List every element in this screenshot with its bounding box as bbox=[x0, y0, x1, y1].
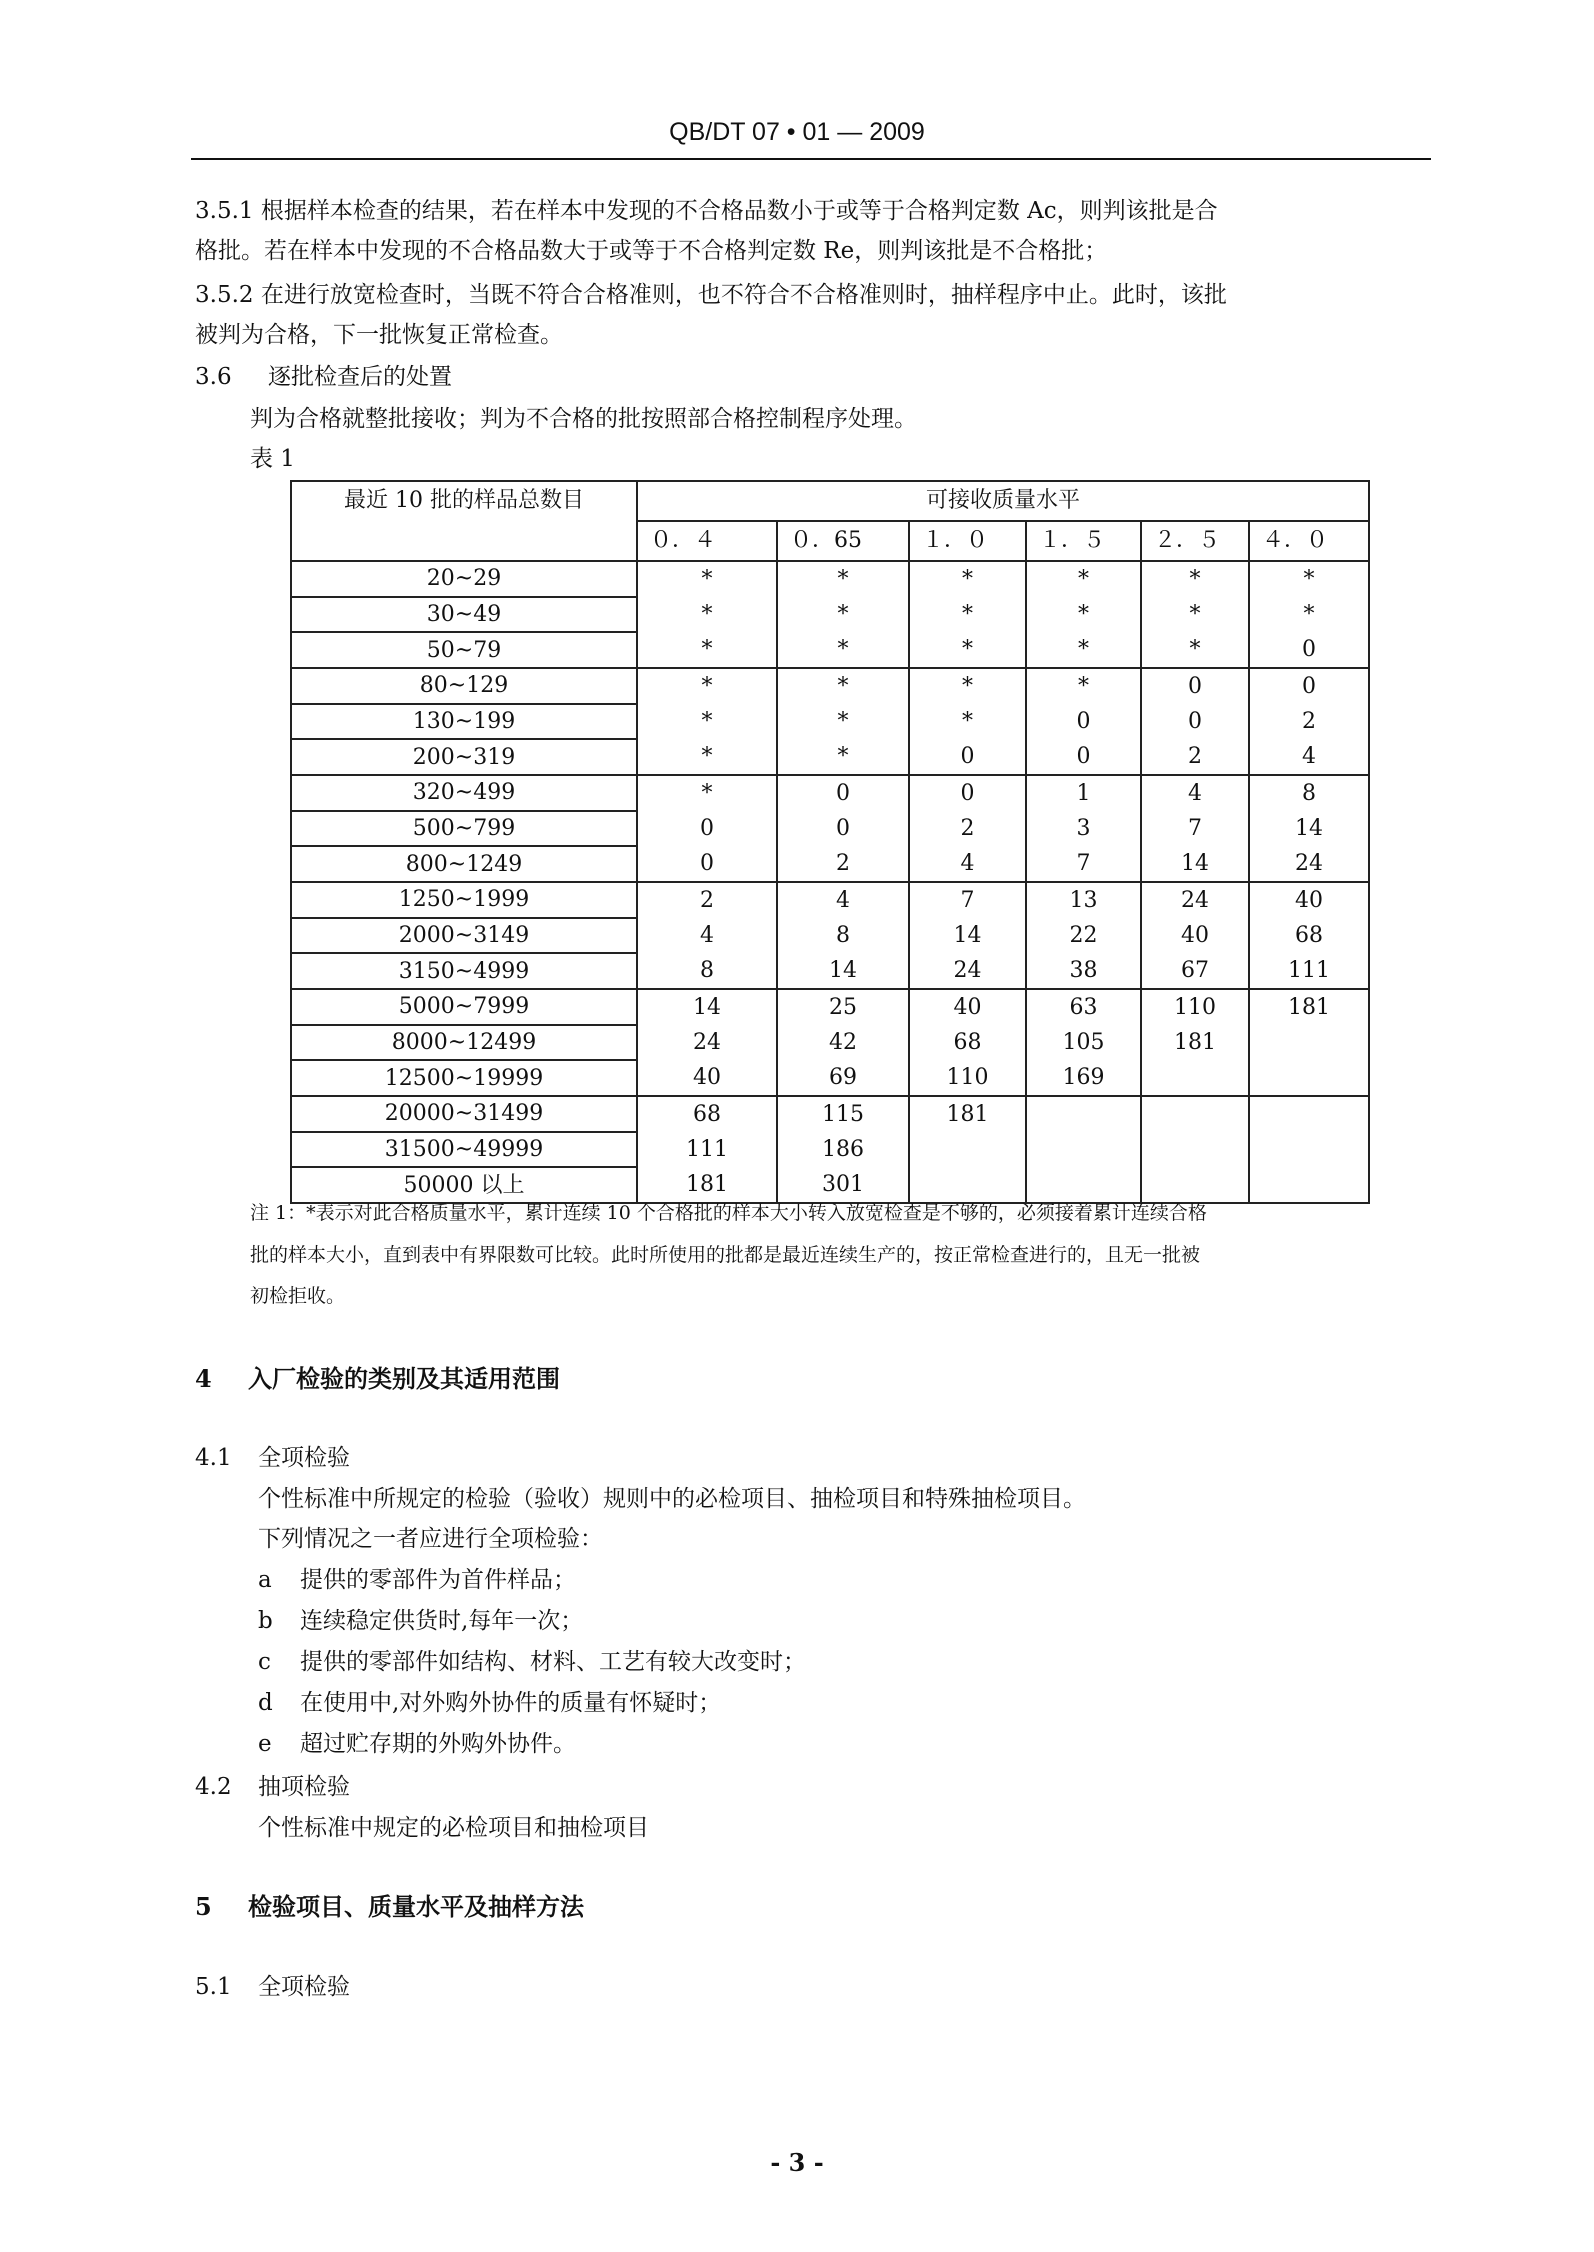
aql-value: 3 bbox=[1076, 816, 1091, 841]
aql-value: 0 bbox=[1188, 674, 1202, 699]
aql-value-group-cell bbox=[1026, 882, 1141, 989]
aql-value: * bbox=[1303, 567, 1315, 592]
aql-value: * bbox=[701, 567, 713, 592]
aql-value: 0 bbox=[700, 851, 714, 876]
list-item-marker: a bbox=[258, 1567, 272, 1593]
aql-value-group-cell bbox=[1249, 882, 1369, 989]
aql-value: 40 bbox=[953, 995, 982, 1020]
aql-value: 115 bbox=[822, 1102, 864, 1127]
aql-value: * bbox=[1078, 637, 1089, 662]
aql-value bbox=[1250, 1132, 1368, 1167]
aql-value bbox=[1250, 1060, 1368, 1095]
aql-value: 40 bbox=[1295, 888, 1323, 913]
aql-value-group-cell bbox=[1141, 1096, 1249, 1203]
aql-value-group-cell bbox=[637, 882, 777, 989]
sample-range-cell: 20~29 bbox=[291, 561, 637, 597]
section-4-title: 入厂检验的类别及其适用范围 bbox=[248, 1364, 560, 1393]
aql-level-0-4: ０．４ bbox=[637, 521, 777, 561]
aql-value: * bbox=[1078, 567, 1089, 592]
aql-value: 4 bbox=[836, 888, 850, 913]
para-3-5-1-line2: 格批。若在样本中发现的不合格品数大于或等于不合格判定数 Re，则判该批是不合格批； bbox=[195, 238, 1108, 264]
aql-value bbox=[1142, 1132, 1248, 1167]
aql-value: * bbox=[1303, 602, 1315, 627]
aql-value: 7 bbox=[960, 888, 975, 913]
aql-value-group-cell bbox=[1026, 668, 1141, 775]
header-rule bbox=[191, 158, 1431, 160]
aql-value: * bbox=[962, 709, 973, 734]
aql-value-group-cell bbox=[1026, 561, 1141, 668]
aql-value: 301 bbox=[822, 1172, 864, 1197]
aql-value-group-cell bbox=[1141, 775, 1249, 882]
aql-value: * bbox=[1078, 674, 1089, 699]
sample-range-cell: 2000~3149 bbox=[291, 918, 637, 954]
aql-value-group-cell bbox=[637, 1096, 777, 1203]
aql-value-group-cell bbox=[909, 989, 1026, 1096]
aql-value-group-cell bbox=[777, 775, 909, 882]
aql-value-group-cell bbox=[1249, 561, 1369, 668]
aql-value: 8 bbox=[1302, 781, 1316, 806]
aql-value-group-cell bbox=[777, 989, 909, 1096]
aql-value bbox=[1142, 1060, 1248, 1095]
aql-value-group-cell bbox=[637, 668, 777, 775]
aql-value: 181 bbox=[946, 1102, 989, 1127]
sample-range-cell: 3150~4999 bbox=[291, 953, 637, 989]
aql-value: 67 bbox=[1181, 958, 1209, 983]
aql-level-2-5: ２．５ bbox=[1141, 521, 1249, 561]
section-5-1-title: 全项检验 bbox=[258, 1974, 350, 2000]
aql-value: 69 bbox=[829, 1065, 857, 1090]
section-4-1-number: 4.1 bbox=[195, 1445, 232, 1471]
aql-value: 111 bbox=[1288, 958, 1330, 983]
sample-range-cell: 5000~7999 bbox=[291, 989, 637, 1025]
list-item-text: 提供的零部件为首件样品； bbox=[300, 1567, 576, 1593]
aql-value: 4 bbox=[700, 923, 714, 948]
aql-value: 68 bbox=[953, 1030, 982, 1055]
aql-value: 24 bbox=[1295, 851, 1323, 876]
aql-value-group-cell bbox=[1141, 989, 1249, 1096]
sample-range-cell: 30~49 bbox=[291, 597, 637, 633]
aql-value: * bbox=[962, 567, 973, 592]
list-item-text: 超过贮存期的外购外协件。 bbox=[300, 1731, 576, 1757]
list-item-marker: b bbox=[258, 1608, 273, 1634]
section-4-1-title: 全项检验 bbox=[258, 1445, 350, 1471]
aql-value: * bbox=[701, 709, 713, 734]
sample-range-cell: 31500~49999 bbox=[291, 1132, 637, 1168]
section-3-6-title: 逐批检查后的处置 bbox=[268, 364, 452, 390]
sample-range-cell: 50000 以上 bbox=[291, 1167, 637, 1203]
aql-value-group-cell bbox=[1026, 989, 1141, 1096]
page-number: - 3 - bbox=[770, 2148, 824, 2177]
aql-value-group-cell bbox=[1141, 668, 1249, 775]
sample-range-cell: 130~199 bbox=[291, 704, 637, 740]
aql-value-group-cell bbox=[1249, 668, 1369, 775]
aql-value: 25 bbox=[829, 995, 857, 1020]
aql-value-group-cell bbox=[909, 668, 1026, 775]
aql-value-group-cell bbox=[1026, 775, 1141, 882]
para-3-5-2-line2: 被判为合格，下一批恢复正常检查。 bbox=[195, 322, 563, 348]
aql-value: 2 bbox=[1302, 709, 1316, 734]
aql-value: 7 bbox=[1076, 851, 1091, 876]
aql-value: * bbox=[837, 567, 849, 592]
aql-value: * bbox=[1078, 602, 1089, 627]
table-header-sample-count: 最近 10 批的样品总数目 bbox=[291, 481, 637, 561]
section-5-1-number: 5.1 bbox=[195, 1974, 232, 2000]
aql-value bbox=[1027, 1132, 1140, 1167]
table-label: 表 1 bbox=[250, 446, 295, 472]
table-header-aql: 可接收质量水平 bbox=[637, 481, 1369, 521]
list-item-marker: e bbox=[258, 1731, 272, 1757]
aql-value: * bbox=[837, 674, 849, 699]
aql-value: 13 bbox=[1069, 888, 1098, 913]
aql-value: 14 bbox=[1295, 816, 1323, 841]
aql-level-4-0: ４．０ bbox=[1249, 521, 1369, 561]
aql-value: * bbox=[837, 709, 849, 734]
aql-value: 181 bbox=[1288, 995, 1330, 1020]
aql-level-1-0: １．０ bbox=[909, 521, 1026, 561]
aql-value: 40 bbox=[693, 1065, 721, 1090]
aql-value: 2 bbox=[700, 888, 714, 913]
aql-value-group-cell bbox=[1249, 989, 1369, 1096]
section-4-2-body: 个性标准中规定的必检项目和抽检项目 bbox=[258, 1815, 649, 1841]
aql-value-group-cell bbox=[1249, 1096, 1369, 1203]
aql-value: 105 bbox=[1062, 1030, 1105, 1055]
section-4-1-body2: 下列情况之一者应进行全项检验： bbox=[258, 1526, 603, 1552]
sample-range-cell: 800~1249 bbox=[291, 846, 637, 882]
aql-value-group-cell bbox=[909, 882, 1026, 989]
note-line2: 批的样本大小，直到表中有界限数可比较。此时所使用的批都是最近连续生产的，按正常检查进行的，且无一批被 bbox=[250, 1244, 1201, 1266]
section-4-number: 4 bbox=[195, 1364, 212, 1393]
aql-value: * bbox=[1189, 567, 1201, 592]
aql-value: * bbox=[701, 637, 713, 662]
para-3-5-1-line1: 3.5.1 根据样本检查的结果，若在样本中发现的不合格品数小于或等于合格判定数 Ac，则判该批是合 bbox=[195, 198, 1218, 224]
aql-value: * bbox=[701, 602, 713, 627]
aql-value: 22 bbox=[1069, 923, 1098, 948]
section-3-6-number: 3.6 bbox=[195, 364, 232, 390]
aql-value bbox=[1250, 1097, 1368, 1132]
aql-value bbox=[910, 1132, 1025, 1167]
section-4-2-number: 4.2 bbox=[195, 1774, 232, 1800]
aql-value: 0 bbox=[700, 816, 714, 841]
aql-value-group-cell bbox=[1249, 775, 1369, 882]
aql-value: * bbox=[701, 781, 713, 806]
sample-range-cell: 8000~12499 bbox=[291, 1025, 637, 1061]
aql-value: 68 bbox=[1295, 923, 1323, 948]
list-item-text: 连续稳定供货时,每年一次； bbox=[300, 1608, 584, 1634]
aql-value: 0 bbox=[836, 816, 850, 841]
aql-value: 0 bbox=[960, 744, 975, 769]
section-4-1-body1: 个性标准中所规定的检验（验收）规则中的必检项目、抽检项目和特殊抽检项目。 bbox=[258, 1486, 1086, 1512]
aql-value: 24 bbox=[953, 958, 982, 983]
aql-value: 8 bbox=[700, 958, 714, 983]
aql-value-group-cell bbox=[1141, 561, 1249, 668]
note-line1: 注 1：*表示对此合格质量水平，累计连续 10 个合格批的样本大小转入放宽检查是不够的，必须接着累计连续合格 bbox=[250, 1202, 1207, 1224]
aql-value: * bbox=[837, 744, 849, 769]
para-3-5-2-line1: 3.5.2 在进行放宽检查时，当既不符合合格准则，也不符合不合格准则时，抽样程序中止。此时，该批 bbox=[195, 282, 1227, 308]
aql-value-group-cell bbox=[777, 561, 909, 668]
document-header: QB/DT 07 • 01 — 2009 bbox=[669, 118, 925, 146]
aql-value: 42 bbox=[829, 1030, 857, 1055]
aql-value-group-cell bbox=[637, 775, 777, 882]
sample-range-cell: 500~799 bbox=[291, 811, 637, 847]
aql-value: 111 bbox=[686, 1137, 728, 1162]
aql-value: 7 bbox=[1188, 816, 1202, 841]
aql-value: 2 bbox=[836, 851, 850, 876]
aql-value: 186 bbox=[822, 1137, 864, 1162]
aql-value-group-cell bbox=[909, 561, 1026, 668]
list-item-text: 提供的零部件如结构、材料、工艺有较大改变时； bbox=[300, 1649, 806, 1675]
aql-value: * bbox=[1189, 602, 1201, 627]
aql-value: 4 bbox=[1188, 781, 1202, 806]
aql-value: 2 bbox=[1188, 744, 1202, 769]
aql-value: 0 bbox=[1188, 709, 1202, 734]
aql-value: 14 bbox=[953, 923, 982, 948]
aql-value: 68 bbox=[693, 1102, 721, 1127]
aql-value-group-cell bbox=[777, 668, 909, 775]
note-line3: 初检拒收。 bbox=[250, 1285, 346, 1307]
aql-value: 40 bbox=[1181, 923, 1209, 948]
aql-value: 1 bbox=[1076, 781, 1091, 806]
section-5-number: 5 bbox=[195, 1892, 212, 1921]
section-5-title: 检验项目、质量水平及抽样方法 bbox=[248, 1892, 584, 1921]
sample-range-cell: 1250~1999 bbox=[291, 882, 637, 918]
aql-value-group-cell bbox=[1026, 1096, 1141, 1203]
aql-value bbox=[1250, 1167, 1368, 1202]
aql-level-1-5: １．５ bbox=[1026, 521, 1141, 561]
sample-range-cell: 320~499 bbox=[291, 775, 637, 811]
aql-value bbox=[1142, 1167, 1248, 1202]
aql-value: 2 bbox=[960, 816, 975, 841]
list-item-marker: d bbox=[258, 1690, 273, 1716]
aql-value: 0 bbox=[960, 781, 975, 806]
sample-range-cell: 200~319 bbox=[291, 739, 637, 775]
aql-value: 0 bbox=[836, 781, 850, 806]
aql-value: 8 bbox=[836, 923, 850, 948]
aql-value: 4 bbox=[1302, 744, 1316, 769]
aql-value: * bbox=[962, 674, 973, 699]
aql-value: * bbox=[962, 637, 973, 662]
aql-value: 110 bbox=[946, 1065, 989, 1090]
aql-value: 14 bbox=[693, 995, 721, 1020]
aql-value: 4 bbox=[960, 851, 975, 876]
aql-value-group-cell bbox=[637, 561, 777, 668]
aql-value bbox=[1142, 1097, 1248, 1132]
aql-value: 0 bbox=[1076, 744, 1091, 769]
aql-value: * bbox=[962, 602, 973, 627]
sample-range-cell: 80~129 bbox=[291, 668, 637, 704]
aql-value: 169 bbox=[1062, 1065, 1105, 1090]
aql-value-group-cell bbox=[637, 989, 777, 1096]
aql-value bbox=[1027, 1097, 1140, 1132]
aql-value: 181 bbox=[686, 1172, 728, 1197]
aql-level-0-65: ０．65 bbox=[777, 521, 909, 561]
aql-value: 181 bbox=[1174, 1030, 1216, 1055]
aql-value: 14 bbox=[1181, 851, 1209, 876]
aql-value-group-cell bbox=[777, 1096, 909, 1203]
list-item-marker: c bbox=[258, 1649, 271, 1675]
aql-value: 0 bbox=[1076, 709, 1091, 734]
aql-value-group-cell bbox=[909, 775, 1026, 882]
sample-range-cell: 50~79 bbox=[291, 632, 637, 668]
aql-value: 110 bbox=[1174, 995, 1216, 1020]
aql-value: * bbox=[837, 637, 849, 662]
aql-value: 24 bbox=[693, 1030, 721, 1055]
aql-value: * bbox=[837, 602, 849, 627]
list-item-text: 在使用中,对外购外协件的质量有怀疑时； bbox=[300, 1690, 722, 1716]
aql-value: * bbox=[1189, 637, 1201, 662]
section-4-2-title: 抽项检验 bbox=[258, 1774, 350, 1800]
aql-table bbox=[290, 480, 1370, 1204]
aql-value: 0 bbox=[1302, 637, 1316, 662]
aql-value-group-cell bbox=[909, 1096, 1026, 1203]
aql-value: * bbox=[701, 744, 713, 769]
aql-value: 24 bbox=[1181, 888, 1209, 913]
aql-value: 0 bbox=[1302, 674, 1316, 699]
aql-value: 14 bbox=[829, 958, 857, 983]
aql-value bbox=[1027, 1167, 1140, 1202]
aql-value: 63 bbox=[1069, 995, 1098, 1020]
aql-value: 38 bbox=[1069, 958, 1098, 983]
aql-value: * bbox=[701, 674, 713, 699]
aql-value bbox=[910, 1167, 1025, 1202]
aql-value-group-cell bbox=[1141, 882, 1249, 989]
aql-value bbox=[1250, 1025, 1368, 1060]
aql-value-group-cell bbox=[777, 882, 909, 989]
sample-range-cell: 20000~31499 bbox=[291, 1096, 637, 1132]
section-3-6-body: 判为合格就整批接收；判为不合格的批按照部合格控制程序处理。 bbox=[250, 406, 917, 432]
sample-range-cell: 12500~19999 bbox=[291, 1060, 637, 1096]
